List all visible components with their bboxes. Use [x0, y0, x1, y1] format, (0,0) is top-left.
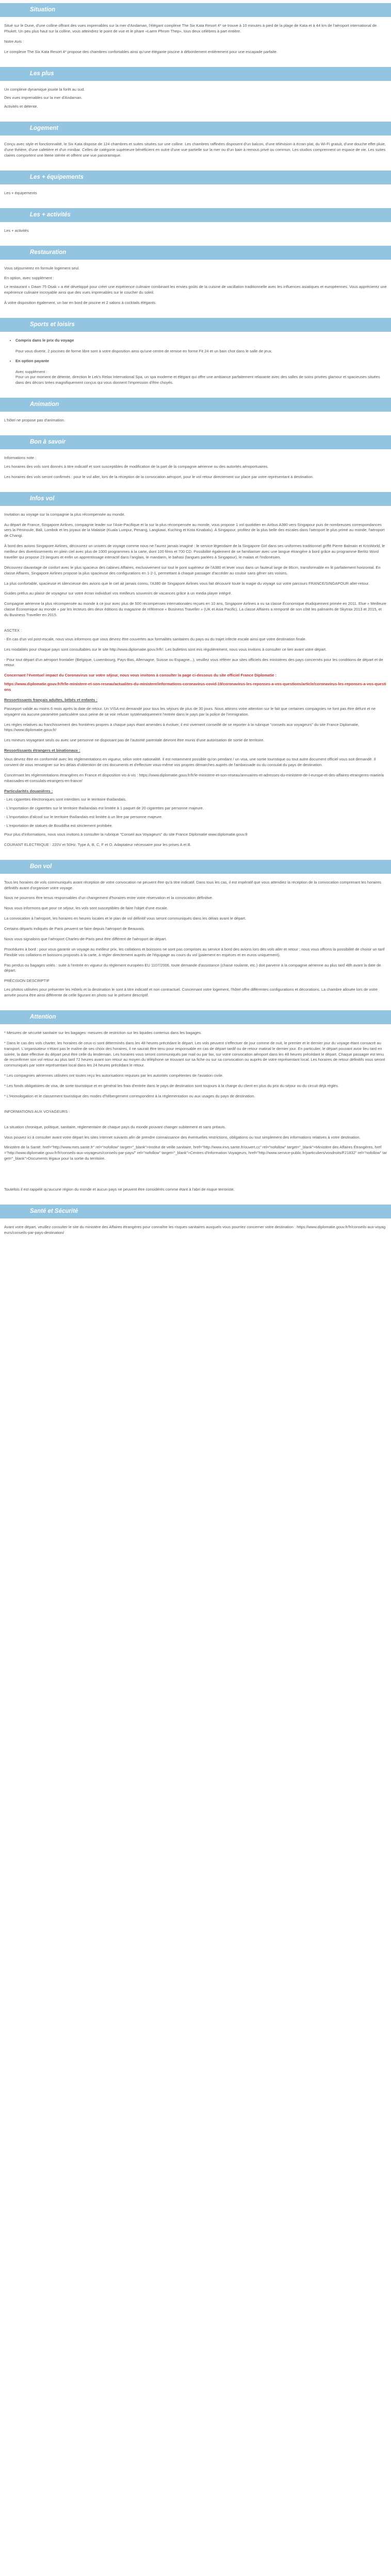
informations-voyageurs-text: Vous pouvez ici à consulter avant votre départ les sites Internet suivants afin de prendre connaissance des éventuelles restrictions, obligations ou tout simplement des informations relatives à votre destination.: [4, 1134, 361, 1140]
section-title-activites: Les + activités: [0, 208, 391, 222]
situation-notre-avis-text: Le complexe The Six Kata Resort 4* propose des chambres confortables ainsi qu'une élégante piscine à débordement entièrement pour une escapade parfaite.: [4, 49, 278, 54]
infos-vol-paragraph: Compagnie aérienne la plus récompensée au monde à ce jour avec plus de 500 récompenses internationales reçues en 10 ans, Singapore Airlines a vu sa classe Économique étudiquement primée en 2011. Elue « Meilleure classe Économique au monde » par les lecteurs des deux éditions du magazine de référence « Business Traveller » (UK et Asia Pacific). La classe Affaires a remporté de son côté les palmarès de Skytrax 2013 et 2015, et du Business Traveller en 2015.: [4, 601, 386, 617]
bon-savoir-text: Les horaires des vols seront confirmés : pour le vol aller, lors de la réception de la convocation aéroport, pour le vol retour directement sur place par votre représentant à destination.: [4, 474, 314, 479]
ressortissants-francais-title: Ressortissants français adultes, bébés et enfants :: [4, 697, 97, 702]
infos-vol-paragraph: La plus confortable, spacieuse et silencieuse des avions que le ciel ait jamais connu, l'A380 de Singapore Airlines vous fait découvrir toute la magie du voyage sur votre parcours FRANCE/SINGAPOUR aller-retour.: [4, 581, 370, 586]
asctex-paragraph: - En cas d'un vol post-escale, nous vous informons que vous devrez être couvertes aux formalités sanitaires du pays ou du trajet infecte escale ainsi que votre destination finale.: [4, 636, 306, 641]
bon-savoir-label: Informations note :: [4, 455, 37, 460]
bon-vol-paragraph: Les photos utilisées pour présenter les Hôtels et la destination le sont à titre indicatif et non contractuel. Concernant votre logement, l'hôtel offre différentes configurations et décorations. La chambre allouée lors de votre arrivée pourra être ainsi différente de celle figurant en photo sur le présent descriptif.: [4, 987, 378, 997]
section-restauration: [0, 246, 391, 318]
section-title-restauration: Restauration: [0, 246, 391, 260]
sports-item-label: Compris dans le prix du voyage: [15, 337, 74, 343]
asctex-paragraph: - Pour tout départ d'un aéroport frontalier (Belgique, Luxembourg, Pays-Bas, Allemagne, Suisse ou Espagne...), veuillez vous référer aux sites officiels des ministères des pays concernés pour les conditions de départ et de retour.: [4, 657, 383, 668]
animation-text: L'hôtel ne propose pas d'animation.: [4, 418, 65, 423]
section-equipements: [0, 171, 391, 208]
bon-vol-paragraph: Procédures à bord : pour vous garantir un voyage au meilleur prix, les collations et boissons ne sont pas comprises au service à bord des avions lors des vols aller et retour ; nous vous offrons la possibilité de choisir un tarif Flexible vos collations et boissons proposés à la carte, à régler directement auprès de l'équipage au cours du vol (paiement en espèces et en euros uniquement).: [4, 946, 385, 957]
section-activites: [0, 208, 391, 246]
sports-item-compris: [15, 338, 387, 354]
restauration-formule: Vous séjournerez en formule logement seul.: [4, 265, 80, 270]
informations-voyageurs-text: La situation chronique, politique, sanitaire, réglementaire de chaque pays du monde pouvant changer subitement et sans préavis.: [4, 1124, 226, 1129]
page: [0, 0, 391, 1253]
asctex-paragraph: Les modalités pour chaque pays sont consultables sur le site http://www.diplomatie.gouv.fr/fr/. Les bulletins sont mis régulièrement, nous vous invitons à consulter ce lien avant votre départ.: [4, 647, 327, 652]
logement-description: Conçu avec style et fonctionnalité, le Six Kata dispose de 124 chambres et suites situées sur une colline. Les chambres raffinées disposent d'un balcon, d'une télévision à écran plat, du Wi-Fi gratuit, d'une douche effet pluie, d'une théière, d'une cafetière et d'un minibar. Celles de catégorie supérieure bénéficient en outre d'une vue partielle sur la mer ou d'un bain à remous privé ou commun. Les studios comprennent un espace de vie. Les suites claires comportent une literie stérée et offrent une vue panoramique.: [4, 142, 386, 158]
asctex-title: ASCTEX :: [4, 628, 22, 633]
section-title-situation: Situation: [0, 3, 391, 17]
section-title-attention: Attention: [0, 1010, 391, 1024]
douane-item: - L'importation d'alcool sur le territoire thaïlandais est limitée à un litre par personne majeure.: [4, 815, 163, 820]
section-animation: [0, 398, 391, 435]
informations-voyageurs-links[interactable]: Ministère de la Santé: href="http://www.mes.sante.fr" rel="nofollow" target="_blank">Institut de veille sanitaire, href="http://www.invs.sante.fr/ouvert.cc" rel="nofollow" target="_blank">Ministère des Affaires Étrangères, href="http://www.diplomatie.gouv.fr/fr/conseils-aux-voyageurs/conseils-par-pays/" rel="nofollow" target="_blank">Centres d'Information Voyageurs, href="http://www.service-public.fr/particuliers/vosdroits/F21832" rel="nofollow" target="_blank">Documents légaux pour la sortie du territoire.: [4, 1145, 387, 1161]
ressortissants-francais-text: Les règles relatives au franchissement des frontières propres à chaque pays étant amendes à évoluer, il est vivement conseillé de se reporter à la rubrique "conseils aux voyageurs" du site France Diplomatie, https://www.diplomatie.gouv.fr/: [4, 722, 360, 733]
attention-paragraph: * Mesures de sécurité sanitaire sur les bagages: mesures de restriction sur les liquides contenus dans les bagages.: [4, 1030, 202, 1035]
bon-vol-paragraph: Nous vous signalons que l'aéroport Charles-de-Paris peut être différent de l'aéroport de départ.: [4, 936, 167, 941]
sports-item-text: Pour vous divertir, 2 piscines de forme libre sont à votre disposition ainsi qu'une centre de remise en forme Fit 24 et un bain chot dans le salle de jeux.: [15, 348, 272, 353]
infos-vol-paragraph: Invitation au voyage sur la compagnie la plus récompensée au monde.: [4, 512, 125, 517]
section-sports: [0, 318, 391, 398]
bon-vol-paragraph: Nous vous informons que pour ce séjour, les vols sont susceptibles de faire l'objet d'une escale.: [4, 906, 168, 911]
section-title-logement: Logement: [0, 122, 391, 135]
attention-paragraph: * L'Homologation et le classement touristique des modes d'hébergement correspondent à la réglementation ou aux usages du pays de destination.: [4, 1093, 255, 1098]
courant-electrique: COURANT ELECTRIQUE : 220V et 50Hz. Type A, B, C, F et O. Adaptateur nécessaire pour les prises A et B.: [4, 842, 191, 847]
douane-item: - L'exportation de statues de Bouddha est strictement prohibée.: [4, 823, 113, 828]
les-plus-item: Des vues imprenables sur la mer d'Andaman.: [4, 95, 83, 100]
infos-vol-paragraph: À bord des avions Singapore Airlines, découvrez un univers de voyage comme nous ne l'aurez jamais imaginé : le service légendaire de la Singapore Girl dans ses uniformes traditionnel griffé Pierre Balmain et KrisWorld, le meilleur des divertissements en plein ciel avec plus de 1000 programmes à la carte, dont 100 films et 700 CD. Possibilité également de se familiariser avec une langue étrangère à bord grâce au programme Berlitz Word traveller qui propose 23 langues et enfin un apprentissage interactif dans l'anglais, le mandarin, le bahasi (langues parlées à Singapour), le malais et l'indonésien.: [4, 544, 385, 560]
section-situation: [0, 3, 391, 67]
bon-savoir-text: Les horaires des vols sont donnés à titre indicatif et sont susceptibles de modification de la part de la compagnie aérienne ou des autorités aéroportuaires.: [4, 464, 269, 469]
section-attention: [0, 1010, 391, 1205]
les-plus-item: Un complexe dynamique jouxte la forêt au sud.: [4, 87, 85, 92]
ressortissants-etrangers-title: Ressortissants étrangers et binationaux :: [4, 748, 80, 753]
sante-text: Avant votre départ, veuillez consulter le site du ministère des Affaires étrangères pour connaître les risques sanitaires auxquels vous pourriez concerner votre destination : https://www.diplomatie.gouv.fr/fr/conseils-aux-voyageurs/conseils-par-pays-destination/: [4, 1224, 386, 1235]
ressortissants-francais-text: Passeport valide au moins 6 mois après la date de retour. Un VISA est demandé pour tous les séjours de plus de 30 jours. Nous attirons votre attention sur le fait que certaines compagnies ne font pas être défunt et ne voyagent via aucune paramètre particulière sous peine de se voir refuser systématiquement l'entrée dans le pays par la police de l'immigration.: [4, 706, 376, 717]
section-title-sports: Sports et loisirs: [0, 318, 391, 332]
coronavirus-link[interactable]: https://www.diplomatie.gouv.fr/fr/le-ministere-et-son-reseau/actualites-du-ministere/informations-coronavirus-covid-19/coronavirus-les-reponses-a-vos-questions/article/coronavirus-les-reponses-a-vos-questions: [4, 682, 386, 692]
restauration-restaurant: Le restaurant « Dawn 75 Osak » a été développé pour créer une expérience culinaire combinant les envies goûts de la cuisine de vacillation traditionnelle avec les influences asiatiques et européennes. Vous apprécierez une expérience culinaire incroyable ainsi que des vues imprenables sur le coucher du soleil.: [4, 284, 387, 295]
informations-voyageurs-title: INFORMATIONS AUX VOYAGEURS :: [4, 1109, 70, 1114]
activites-text: Les + activités: [4, 228, 29, 233]
infos-vol-paragraph: Découvrez davantage de confort avec le plus spacieux des cabines Affaires, exclusivement sur tout le pont supérieur de l'A380 et lever vous dans un fauteuil large de 86cm, transformable en lit parfaitement horizontal. En classe Affaires, Singapore Airlines propose la plus spacieuse des configurations en 1-2-1, permettant à chaque passager d'accéder au couloir sans gêner ses voisins.: [4, 565, 381, 575]
section-sante: [0, 1205, 391, 1248]
ressortissants-etrangers-text: Concernant les réglementations étrangères en France et disposition vis-à-vis : https://www.diplomatie.gouv.fr/fr/le-ministere-et-son-reseau/annuaires-et-adresses-du-ministere-de-l-europe-et-des-affaires-etrangeres-maeie/ambassades-et-consulats-etrangers-en-france/: [4, 772, 384, 783]
coronavirus-notice: Concernant l'éventuel impact du Coronavirus sur votre séjour, nous vous invitons à consulter la page ci-dessous du site officiel France Diplomatie :: [4, 673, 277, 678]
attention-paragraph: * Dans le cas des vols charter, les horaires de ceux-ci sont déterminés dans les 48 heures précédant le départ. Les vols peuvent s'effectuer de jour comme de nuit, le premier et le dernier jour du voyage étant consacré au transport. L'organisateur n'étant pas le maître de ses choix des horaires, il ne saurait être tenu pour responsable en cas de départ tardif ou de retour matinal le dernier jour. En particulier, le départ pouvant avoir lieu tard en soirée, la date effective du départ peut être celle du lendemain. Les horaires vous seront communiqués par mail ou par fax, sur votre convocation aéroport dans les 48 heures précédant le départ. Chaque passager est tenu de reconfirmer son vol retour au plus tard 72 heures avant son retour au moyen du téléphone se trouvant sur sa fiche ou sur sa convocation ou auprès de votre représentant local. Les horaires de retour définitifs vous seront communiqués par votre représentant local dans les 24 heures précédant le retour.: [4, 1040, 385, 1068]
section-logement: [0, 122, 391, 171]
bon-vol-paragraph: Pas perdus ou bagages volés : suite à l'entrée en vigueur du règlement européen EU 1107/2006, toute demande d'assistance (chaise roulante, etc.) doit parvenir à la compagnie aérienne au plus tard 48h avant la date de départ.: [4, 962, 381, 973]
les-plus-item: Activités et détente.: [4, 104, 38, 109]
section-title-equipements: Les + équipements: [0, 171, 391, 184]
attention-paragraph: * Les fonds obligatoires de visa, de sorte touristique et en général les frais d'entrée dans le pays de destination sont toujours à la charge du client en plus du prix du séjour ou du circuit déjà réglés.: [4, 1083, 339, 1088]
douane-item: - L'importation de cigarettes sur le territoire thaïlandais est limitée à 1 paquet de 20 cigarettes par personne majeure.: [4, 806, 204, 811]
sports-item-label: En option payante: [15, 358, 50, 363]
douane-item: - Les cigarettes électroniques sont interdites sur le territoire thaïlandais.: [4, 797, 127, 802]
infos-vol-paragraph: Guides préfus au plaisir de voyageur sur votre écran individuel vos meilleurs souvenirs de vacances grâce à un media player intégré.: [4, 591, 232, 596]
equipements-text: Les + équipements: [4, 190, 37, 195]
section-title-infos-vol: Infos vol: [0, 492, 391, 506]
ressortissants-francais-text: Les mineurs voyageant seuls ou avec une personne ne disposant pas de l'autorité parentale devront être munis d'une autorisation de sortie de territoire.: [4, 738, 265, 743]
restauration-bar: À votre disposition également, un bar en bord de piscine et 2 salons à cocktails élégants.: [4, 300, 157, 305]
attention-paragraph: * Les compagnies aériennes utilisées ont toutes reçu les autorisations requises par les autorités compétentes de l'aviation civile.: [4, 1073, 223, 1078]
bon-vol-paragraph: La convocation à l'aéroport, les horaires en heures locales et le plan de vol définitif vous seront communiqués dans les délais avant le départ.: [4, 916, 247, 921]
bon-vol-paragraph: Tous les horaires de vols communiqués avant réception de votre convocation ne peuvent être qu'à titre indicatif. Dans tous les cas, il est impératif que vous attendiez la réception de la convocation comprenant les horaires définitifs avant d'organiser votre voyage.: [4, 879, 382, 890]
bon-vol-paragraph: Certains départs indiqués de Paris peuvent se faire depuis l'aéroport de Beauvais.: [4, 926, 145, 931]
sports-item-option: [15, 359, 387, 386]
section-bon-vol: [0, 860, 391, 1010]
sports-item-text: Avec supplément : Pour un pur moment de détente, direction le Lek's Relax International Spa, un spa moderne et élégant qui offre une ambiance parfaitement relaxante avec des salles de soins privées glamour et spacieuses situées dans des décors tirées magnifiquement conçus qui vous donnent l'impression d'être choyés.: [15, 369, 380, 385]
situation-description: Situé sur le Dune, d'une colline offrant des vues imprenables sur la mer d'Andaman, l'élégant complexe The Six Kata Resort 4* se trouve à 10 minutes à pied de la plage de Kata et à 44 km de l'aéroport international de Phuket. Un peu plus haut sur la colline, vous atteindrez le point de vue et le phare «Laem Phrom Thep», tous deux célèbres à part entière.: [4, 23, 377, 33]
bon-vol-paragraph: Nous ne pourrons être tenus responsables d'un changement d'horaires entre votre réservation et la convocation définitive.: [4, 895, 214, 901]
attention-closing: Toutefois il est rappelé qu'aucune région du monde et aucun pays ne peuvent être considérés comme étant à l'abri de risque terroriste.: [4, 1187, 235, 1192]
section-les-plus: [0, 67, 391, 122]
sports-list: [4, 338, 387, 386]
restauration-option-label: En option, avec supplément :: [4, 276, 54, 281]
precision-descriptif-title: PRÉCISION DESCRIPTIF: [4, 978, 50, 984]
section-title-bon-vol: Bon vol: [0, 860, 391, 874]
douane-text: Pour plus d'informations, nous vous invitons à consulter la rubrique "Conseil aux Voyageurs" du site France Diplomatie www.diplomatie.gouv.fr: [4, 832, 248, 837]
section-title-animation: Animation: [0, 398, 391, 412]
section-bon-savoir: [0, 435, 391, 492]
section-title-sante: Santé et Sécurité: [0, 1205, 391, 1218]
infos-vol-paragraph: Au départ de France, Singapore Airlines, compagnie leader sur l'Asie-Pacifique et la sur la plus récompensée au monde, vous propose 1 vol quotidien en Airbus A380 vers Singapour puis de nombreuses correspondances vers la Péninsule, Bali, Lombok et les joyaux de la Malaisie (Kuala Lumpur, Penang, Langkawi, Kuching et Kota Kinabalu). A Singapour, profitez de la plus belle des escales dans l'aéroport le plus primé au monde, l'aéroport de Changi.: [4, 522, 385, 538]
situation-notre-avis-label: Notre Avis :: [4, 39, 24, 44]
section-infos-vol: [0, 492, 391, 860]
section-title-les-plus: Les plus: [0, 67, 391, 81]
ressortissants-etrangers-text: Vous devrez être en conformité avec les réglementations en vigueur, selon votre nationalité. Il est notamment possible qu'on pendant / un visa, une sortie touristique ou tout autre document officiel vous soit demandé. Il convient de vous renseigner sur les délais d'obtention de ces documents et d'effectuer vous-même vos propres démarches auprès de l'ambassade ou du consulat du pays de destination.: [4, 757, 376, 767]
douane-title: Particularités douanières :: [4, 788, 53, 793]
section-title-bon-savoir: Bon à savoir: [0, 435, 391, 449]
